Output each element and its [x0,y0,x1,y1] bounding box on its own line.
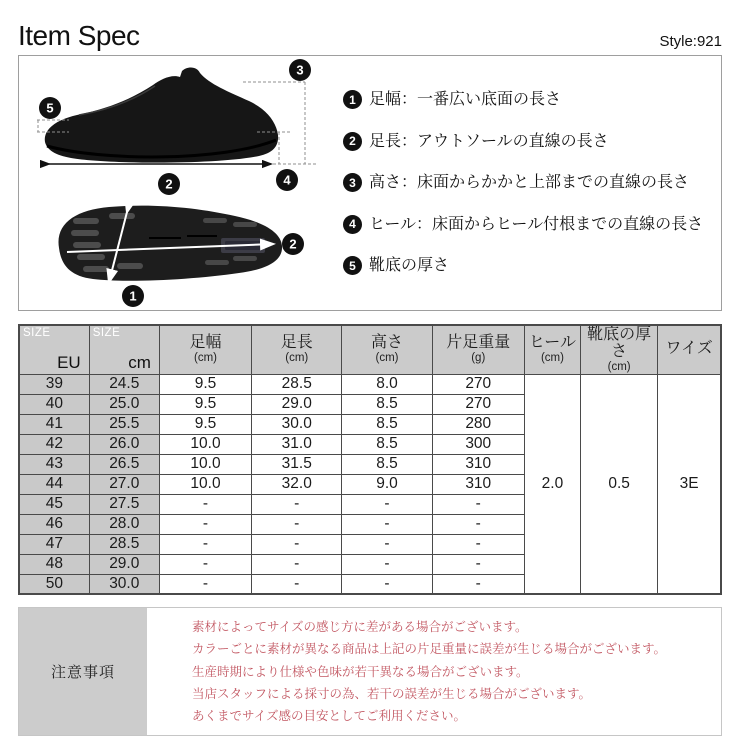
cell-eu-size: 47 [19,534,89,554]
cell-cm-size: 25.5 [89,414,159,434]
col-unit: (g) [471,352,486,365]
cell-eu-size: 46 [19,514,89,534]
col-label: 足長 [280,334,313,352]
notes-label: 注意事項 [19,608,147,735]
header-foot-length [252,325,342,374]
cell-value: 8.5 [342,454,432,474]
table-row [19,374,721,394]
cell-value: 9.5 [159,394,251,414]
cell-eu-size: 43 [19,454,89,474]
legend-badge: 1 [343,90,362,109]
cm-label: cm [128,352,151,372]
legend-text: 高さ：床面からかかと上部までの直線の長さ [369,174,690,192]
cell-value: - [342,514,432,534]
size-table-header [19,325,721,374]
cell-value: 310 [432,454,524,474]
col-label: ワイズ [665,340,713,358]
cell-value: 10.0 [159,434,251,454]
merged-wise: 3E [658,374,721,594]
col-unit: (cm) [607,360,631,373]
legend-text: 靴底の厚さ [369,257,450,275]
legend-text: 足幅：一番広い底面の長さ [369,91,562,109]
legend-item [343,132,713,151]
cell-cm-size: 24.5 [89,374,159,394]
col-label: 高さ [370,334,403,352]
cell-value: 9.0 [342,474,432,494]
col-label: 片足重量 [446,334,511,352]
cell-value: 310 [432,474,524,494]
badge-1: 1 [129,288,137,304]
cell-value: 9.5 [159,414,251,434]
header-heel [524,325,580,374]
legend-badge: 3 [343,173,362,192]
size-spec-table [18,324,722,595]
cell-cm-size: 27.5 [89,494,159,514]
col-unit: (cm) [194,352,217,365]
size-label: SIZE [23,327,51,339]
cell-value: - [159,534,251,554]
cell-value: 8.5 [342,414,432,434]
cell-eu-size: 41 [19,414,89,434]
shoe-sole-view [58,206,282,281]
cell-eu-size: 50 [19,574,89,594]
col-unit: (cm) [285,352,309,365]
cell-value: - [342,574,432,594]
cell-eu-size: 48 [19,554,89,574]
cell-value: - [252,574,342,594]
legend-text: ヒール：床面からヒール付根までの直線の長さ [369,215,704,233]
cell-cm-size: 27.0 [89,474,159,494]
size-table-body [19,374,721,594]
cell-value: - [252,554,342,574]
cell-value: - [252,514,342,534]
notes-line: カラーごとに素材が異なる商品は上記の片足重量に誤差が生じる場合がございます。 [192,642,667,657]
header-sole-thickness [581,325,658,374]
cell-value: 8.5 [342,434,432,454]
cell-value: - [252,494,342,514]
cell-value: - [159,574,251,594]
spec-box [18,55,722,311]
cell-value: - [432,514,524,534]
badge-3: 3 [296,62,304,78]
header [18,8,722,52]
measurement-legend [339,58,715,308]
cell-value: - [342,494,432,514]
badge-2-side: 2 [165,176,173,192]
style-number: Style:921 [659,33,722,50]
cell-value: 29.0 [252,394,342,414]
notes-line: 生産時期により仕様や色味が若干異なる場合がございます。 [192,664,529,679]
cell-value: 9.5 [159,374,251,394]
col-label: 足幅 [189,334,222,352]
cell-value: 30.0 [252,414,342,434]
legend-badge: 4 [343,215,362,234]
cell-value: 31.0 [252,434,342,454]
cell-eu-size: 44 [19,474,89,494]
cell-cm-size: 30.0 [89,574,159,594]
badge-2-sole: 2 [289,236,297,252]
cell-value: 10.0 [159,454,251,474]
cell-value: 270 [432,374,524,394]
cell-value: 28.5 [252,374,342,394]
cell-eu-size: 39 [19,374,89,394]
shoe-diagram-svg [21,58,339,308]
header-size-eu [19,325,89,374]
cell-value: 10.0 [159,474,251,494]
size-label: SIZE [92,327,121,339]
cell-value: 31.5 [252,454,342,474]
cell-cm-size: 28.5 [89,534,159,554]
badge-5: 5 [46,100,54,116]
notes-line: 当店スタッフによる採寸の為、若干の誤差が生じる場合がございます。 [192,686,592,701]
header-height [342,325,432,374]
cell-value: - [159,554,251,574]
cell-cm-size: 29.0 [89,554,159,574]
cell-value: - [432,574,524,594]
legend-badge: 5 [343,256,362,275]
cell-value: 300 [432,434,524,454]
header-weight [432,325,524,374]
merged-heel: 2.0 [524,374,580,594]
notes-section [18,607,722,736]
cell-value: - [159,494,251,514]
legend-item [343,256,713,275]
cell-value: 8.0 [342,374,432,394]
notes-line: 素材によってサイズの感じ方に差がある場合がございます。 [192,620,528,635]
legend-text: 足長：アウトソールの直線の長さ [369,132,609,150]
col-label: 靴底の厚さ [587,326,652,360]
legend-item [343,215,713,234]
cell-eu-size: 45 [19,494,89,514]
cell-value: 280 [432,414,524,434]
cell-value: - [432,534,524,554]
cell-value: - [432,554,524,574]
cell-value: - [252,534,342,554]
header-foot-width [159,325,251,374]
cell-value: 32.0 [252,474,342,494]
notes-body [147,608,721,735]
header-size-cm [89,325,159,374]
cell-cm-size: 26.5 [89,454,159,474]
cell-value: 270 [432,394,524,414]
cell-value: 8.5 [342,394,432,414]
col-label: ヒール [528,334,576,352]
cell-cm-size: 26.0 [89,434,159,454]
header-wise [658,325,721,374]
cell-eu-size: 40 [19,394,89,414]
cell-value: - [159,514,251,534]
shoe-measurement-diagram [21,58,339,308]
notes-line: あくまでサイズ感の目安としてご利用ください。 [192,709,467,724]
page-title: Item Spec [18,20,140,51]
col-unit: (cm) [375,352,399,365]
cell-value: - [432,494,524,514]
merged-sole-thickness: 0.5 [581,374,658,594]
col-unit: (cm) [540,352,564,365]
cell-cm-size: 25.0 [89,394,159,414]
eu-label: EU [57,352,81,372]
legend-item [343,90,713,109]
cell-value: - [342,534,432,554]
badge-4: 4 [283,172,291,188]
cell-eu-size: 42 [19,434,89,454]
cell-cm-size: 28.0 [89,514,159,534]
legend-item [343,173,713,192]
cell-value: - [342,554,432,574]
legend-badge: 2 [343,132,362,151]
